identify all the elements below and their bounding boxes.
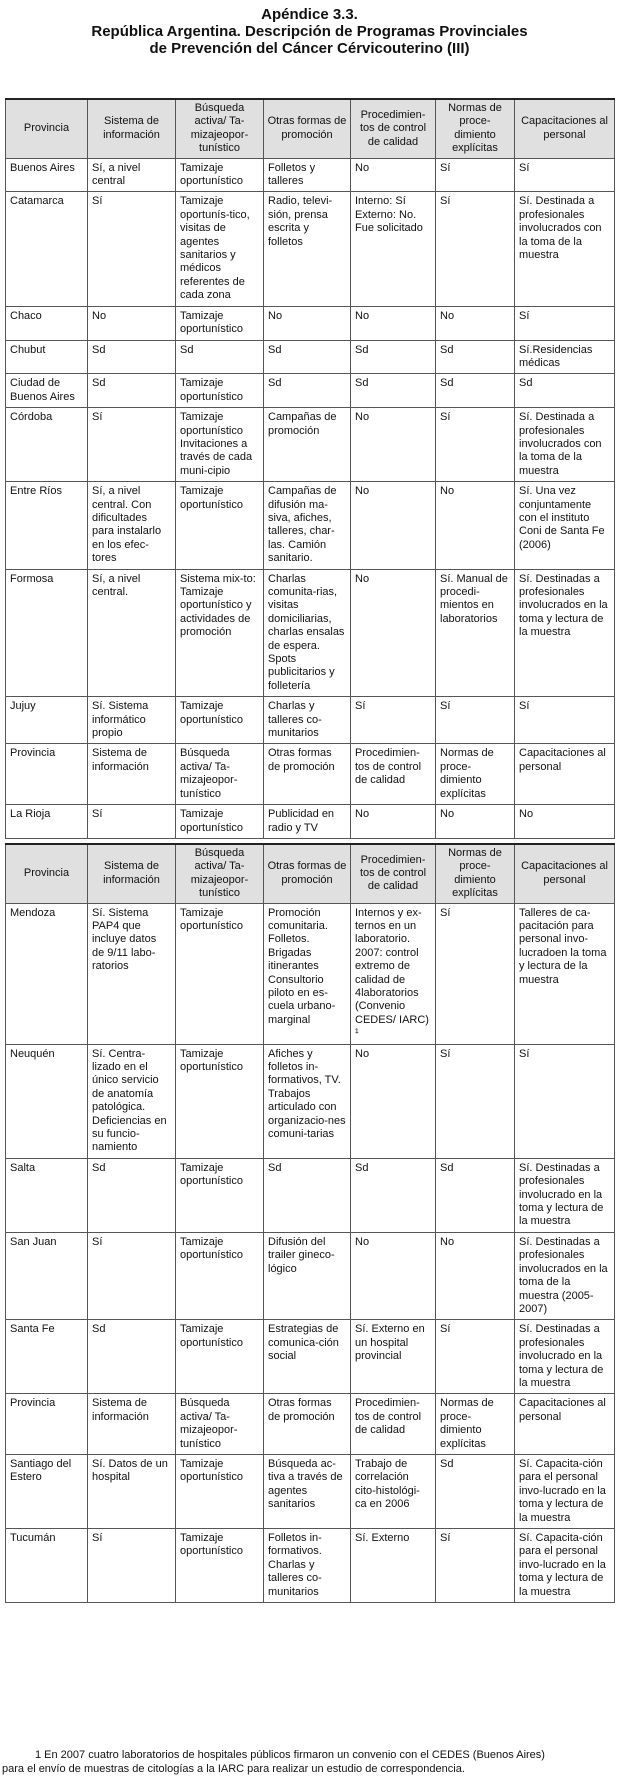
table-cell: Talleres de ca-pacitación para personal invo-lucradoen la toma y lectura de la muestra — [515, 903, 615, 1044]
header-cell: Búsqueda activa/ Ta-mizajeopor-tunístico — [176, 844, 264, 903]
header-cell: Provincia — [6, 844, 88, 903]
table-cell: Tamizaje oportunístico — [176, 1044, 264, 1158]
table-cell: Sí. Datos de un hospital — [88, 1454, 176, 1528]
table-cell: Búsqueda ac-tiva a través de agentes sanitarios — [264, 1454, 351, 1528]
table-cell: Sí. Sistema informático propio — [88, 697, 176, 744]
table-cell: Sí. Capacita-ción para el personal invo-lucrado en la toma y lectura de la muestra — [515, 1529, 615, 1603]
table-cell: Sí — [515, 697, 615, 744]
table-cell: No — [351, 408, 436, 482]
title-line-2: República Argentina. Descripción de Programas Provinciales — [91, 23, 528, 40]
table-cell: Sd — [436, 1158, 515, 1232]
table-row — [6, 903, 615, 1044]
table-cell: Campañas de difusión ma-siva, afiches, talleres, char-las. Camión sanitario. — [264, 482, 351, 569]
table-cell: Sí. Destinadas a profesionales involucrado en la toma y lectura de la muestra — [515, 1158, 615, 1232]
table-cell: Sí. Destinada a profesionales involucrados con la toma de la muestra — [515, 192, 615, 306]
table-row — [6, 805, 615, 839]
table-cell: Charlas comunita-rias, visitas domiciliarias, charlas ensalas de espera. Spots publicitarios y folletería — [264, 569, 351, 697]
table-cell: Sd — [436, 340, 515, 374]
table-cell: Sistema de información — [88, 744, 176, 805]
table-cell: Internos y ex-ternos en un laboratorio. 2007: control extremo de calidad de 4laboratorios (Convenio CEDES/ IARC) ¹ — [351, 903, 436, 1044]
table-cell: Sí — [88, 805, 176, 839]
province-cell: Catamarca — [6, 192, 88, 306]
table-cell: No — [351, 158, 436, 192]
table-row — [6, 1529, 615, 1603]
table-cell: Sí, a nivel central. Con dificultades para instalarlo en los efec-tores — [88, 482, 176, 569]
table-cell: Tamizaje oportunístico — [176, 482, 264, 569]
table-cell: No — [351, 805, 436, 839]
table-cell: Tamizaje oportunístico — [176, 903, 264, 1044]
header-cell: Normas de proce-dimiento explícitas — [436, 844, 515, 903]
table-cell: No — [515, 805, 615, 839]
table-row — [6, 158, 615, 192]
table-cell: Sí — [436, 158, 515, 192]
table-row — [6, 1158, 615, 1232]
footnote-line-2: para el envío de muestras de citologías a la IARC para realizar un estudio de correspondencia. — [2, 1763, 465, 1775]
table-cell: Radio, televi-sión, prensa escrita y folletos — [264, 192, 351, 306]
province-cell: Provincia — [6, 744, 88, 805]
table-cell: No — [351, 569, 436, 697]
table-cell: Sd — [436, 1454, 515, 1528]
province-cell: Formosa — [6, 569, 88, 697]
table-row — [6, 408, 615, 482]
table-cell: Normas de proce-dimiento explícitas — [436, 1394, 515, 1455]
table-cell: No — [436, 482, 515, 569]
table-cell: Sd — [264, 1158, 351, 1232]
table-cell: Tamizaje oportunístico — [176, 306, 264, 340]
table-cell: Sd — [515, 374, 615, 408]
province-cell: Entre Ríos — [6, 482, 88, 569]
header-cell: Otras formas de promoción — [264, 99, 351, 158]
table-cell: Interno: Sí Externo: No. Fue solicitado — [351, 192, 436, 306]
table-cell: Tamizaje oportunístico — [176, 1454, 264, 1528]
table-cell: Afiches y folletos in-formativos, TV. Trabajos articulado con organizacio-nes comuni-tarias — [264, 1044, 351, 1158]
table-row — [6, 569, 615, 697]
table-cell: Sistema de información — [88, 1394, 176, 1455]
table-cell: Sí. Manual de procedi-mientos en laboratorios — [436, 569, 515, 697]
table-row — [6, 482, 615, 569]
header-cell: Sistema de información — [88, 99, 176, 158]
table-cell: Estrategias de comunica-ción social — [264, 1320, 351, 1394]
table-cell: Campañas de promoción — [264, 408, 351, 482]
table-cell: Capacitaciones al personal — [515, 1394, 615, 1455]
table-cell: Sí — [351, 697, 436, 744]
table-cell: Sí. Destinadas a profesionales involucrados en la toma y lectura de la muestra — [515, 569, 615, 697]
table-row — [6, 1394, 615, 1455]
document-title — [0, 6, 619, 57]
table-cell: Charlas y talleres co-munitarios — [264, 697, 351, 744]
table-cell: No — [436, 805, 515, 839]
table-cell: Otras formas de promoción — [264, 744, 351, 805]
table-cell: Sd — [351, 374, 436, 408]
table-row — [6, 1232, 615, 1319]
table-cell: Sí — [515, 1044, 615, 1158]
table-cell: No — [88, 306, 176, 340]
table-cell: Tamizaje oportunístico — [176, 1529, 264, 1603]
programs-table-container — [5, 98, 614, 1603]
table-cell: Sí — [88, 1529, 176, 1603]
province-cell: San Juan — [6, 1232, 88, 1319]
header-cell: Procedimien-tos de control de calidad — [351, 844, 436, 903]
header-cell: Capacitaciones al personal — [515, 844, 615, 903]
province-cell: Ciudad de Buenos Aires — [6, 374, 88, 408]
province-cell: Córdoba — [6, 408, 88, 482]
table-row — [6, 340, 615, 374]
province-cell: La Rioja — [6, 805, 88, 839]
table-cell: Procedimien-tos de control de calidad — [351, 1394, 436, 1455]
table-cell: Sí — [436, 192, 515, 306]
table-cell: Tamizaje oportunístico — [176, 374, 264, 408]
table-cell: Tamizaje oportunístico — [176, 805, 264, 839]
table-cell: Sí — [436, 697, 515, 744]
table-cell: Folletos y talleres — [264, 158, 351, 192]
province-cell: Salta — [6, 1158, 88, 1232]
table-cell: Sí — [88, 192, 176, 306]
table-cell: Tamizaje oportunístico — [176, 1232, 264, 1319]
table-cell: Trabajo de correlación cito-histológi-ca en 2006 — [351, 1454, 436, 1528]
table-body-part-1 — [6, 158, 615, 838]
table-cell: Sd — [264, 374, 351, 408]
table-cell: Sd — [88, 1158, 176, 1232]
table-cell: Sí. Externo en un hospital provincial — [351, 1320, 436, 1394]
title-line-3: de Prevención del Cáncer Cérvicouterino (III) — [149, 40, 470, 57]
table-cell: Sd — [351, 1158, 436, 1232]
table-cell: Tamizaje oportunístico — [176, 1320, 264, 1394]
table-cell: Normas de proce-dimiento explícitas — [436, 744, 515, 805]
table-cell: Sí. Externo — [351, 1529, 436, 1603]
table-cell: Sí — [515, 158, 615, 192]
province-cell: Provincia — [6, 1394, 88, 1455]
table-cell: Publicidad en radio y TV — [264, 805, 351, 839]
table-cell: Tamizaje oportunístico — [176, 697, 264, 744]
province-cell: Jujuy — [6, 697, 88, 744]
table-cell: No — [436, 306, 515, 340]
table-cell: Capacitaciones al personal — [515, 744, 615, 805]
table-cell: Sd — [351, 340, 436, 374]
table-row — [6, 306, 615, 340]
header-cell: Procedimien-tos de control de calidad — [351, 99, 436, 158]
programs-table-part-1 — [5, 98, 615, 839]
table-cell: Búsqueda activa/ Ta-mizajeopor-tunístico — [176, 744, 264, 805]
table-cell: Búsqueda activa/ Ta-mizajeopor-tunístico — [176, 1394, 264, 1455]
table-cell: Promoción comunitaria. Folletos. Brigadas itinerantes Consultorio piloto en es-cuela urbano-marginal — [264, 903, 351, 1044]
header-row — [6, 844, 615, 903]
table-cell: Sd — [176, 340, 264, 374]
table-cell: Sí — [436, 1529, 515, 1603]
table-cell: Sd — [88, 340, 176, 374]
table-row — [6, 697, 615, 744]
table-cell: Procedimien-tos de control de calidad — [351, 744, 436, 805]
province-cell: Mendoza — [6, 903, 88, 1044]
province-cell: Chaco — [6, 306, 88, 340]
table-cell: No — [351, 1232, 436, 1319]
table-cell: Sí. Destinada a profesionales involucrados con la toma de la muestra — [515, 408, 615, 482]
footnote — [0, 1748, 619, 1776]
table-cell: Sí. Destinadas a profesionales involucrado en la toma y lectura de la muestra — [515, 1320, 615, 1394]
table-cell: Tamizaje oportunístico — [176, 1158, 264, 1232]
table-cell: Sí, a nivel central. — [88, 569, 176, 697]
table-cell: Otras formas de promoción — [264, 1394, 351, 1455]
table-cell: No — [351, 482, 436, 569]
table-cell: Sí — [515, 306, 615, 340]
table-cell: Sí — [436, 408, 515, 482]
table-body-part-2 — [6, 903, 615, 1603]
table-cell: Sí. Centra-lizado en el único servicio de anatomía patológica. Deficiencias en su funcio-namiento — [88, 1044, 176, 1158]
table-row — [6, 1044, 615, 1158]
table-row — [6, 744, 615, 805]
header-cell: Sistema de información — [88, 844, 176, 903]
table-cell: Sí — [436, 903, 515, 1044]
table-cell: Difusión del trailer gineco-lógico — [264, 1232, 351, 1319]
header-cell: Capacitaciones al personal — [515, 99, 615, 158]
table-cell: Sd — [88, 1320, 176, 1394]
programs-table-part-2 — [5, 843, 615, 1603]
header-cell: Otras formas de promoción — [264, 844, 351, 903]
table-cell: Sí.Residencias médicas — [515, 340, 615, 374]
table-cell: Sí — [436, 1044, 515, 1158]
table-row — [6, 374, 615, 408]
title-line-1: Apéndice 3.3. — [261, 6, 358, 23]
table-row — [6, 192, 615, 306]
table-row — [6, 1454, 615, 1528]
table-cell: Sistema mix-to: Tamizaje oportunístico y actividades de promoción — [176, 569, 264, 697]
province-cell: Tucumán — [6, 1529, 88, 1603]
table-cell: Sd — [88, 374, 176, 408]
table-cell: Sí — [436, 1320, 515, 1394]
table-cell: No — [436, 1232, 515, 1319]
footnote-line-1: 1 En 2007 cuatro laboratorios de hospitales públicos firmaron un convenio con el CEDES (Buenos Aires) — [35, 1749, 545, 1761]
table-row — [6, 1320, 615, 1394]
province-cell: Buenos Aires — [6, 158, 88, 192]
table-cell: No — [351, 306, 436, 340]
province-cell: Chubut — [6, 340, 88, 374]
header-cell: Búsqueda activa/ Ta-mizajeopor-tunístico — [176, 99, 264, 158]
table-cell: Tamizaje oportunístico Invitaciones a través de cada muni-cipio — [176, 408, 264, 482]
table-cell: Sd — [264, 340, 351, 374]
table-cell: Tamizaje oportunístico — [176, 158, 264, 192]
table-cell: Sí. Una vez conjuntamente con el instituto Coni de Santa Fe (2006) — [515, 482, 615, 569]
table-cell: No — [351, 1044, 436, 1158]
table-cell: Sd — [436, 374, 515, 408]
header-cell: Normas de proce-dimiento explícitas — [436, 99, 515, 158]
table-cell: No — [264, 306, 351, 340]
table-cell: Sí — [88, 1232, 176, 1319]
province-cell: Neuquén — [6, 1044, 88, 1158]
province-cell: Santa Fe — [6, 1320, 88, 1394]
table-cell: Sí. Sistema PAP4 que incluye datos de 9/11 labo-ratorios — [88, 903, 176, 1044]
table-cell: Sí. Destinadas a profesionales involucrados en la toma de la muestra (2005-2007) — [515, 1232, 615, 1319]
table-cell: Sí. Capacita-ción para el personal invo-lucrado en la toma y lectura de la muestra — [515, 1454, 615, 1528]
header-cell: Provincia — [6, 99, 88, 158]
header-row — [6, 99, 615, 158]
table-cell: Sí — [88, 408, 176, 482]
table-cell: Sí, a nivel central — [88, 158, 176, 192]
table-cell: Folletos in-formativos. Charlas y talleres co-munitarios — [264, 1529, 351, 1603]
table-cell: Tamizaje oportunís-tico, visitas de agentes sanitarios y médicos referentes de cada zona — [176, 192, 264, 306]
province-cell: Santiago del Estero — [6, 1454, 88, 1528]
